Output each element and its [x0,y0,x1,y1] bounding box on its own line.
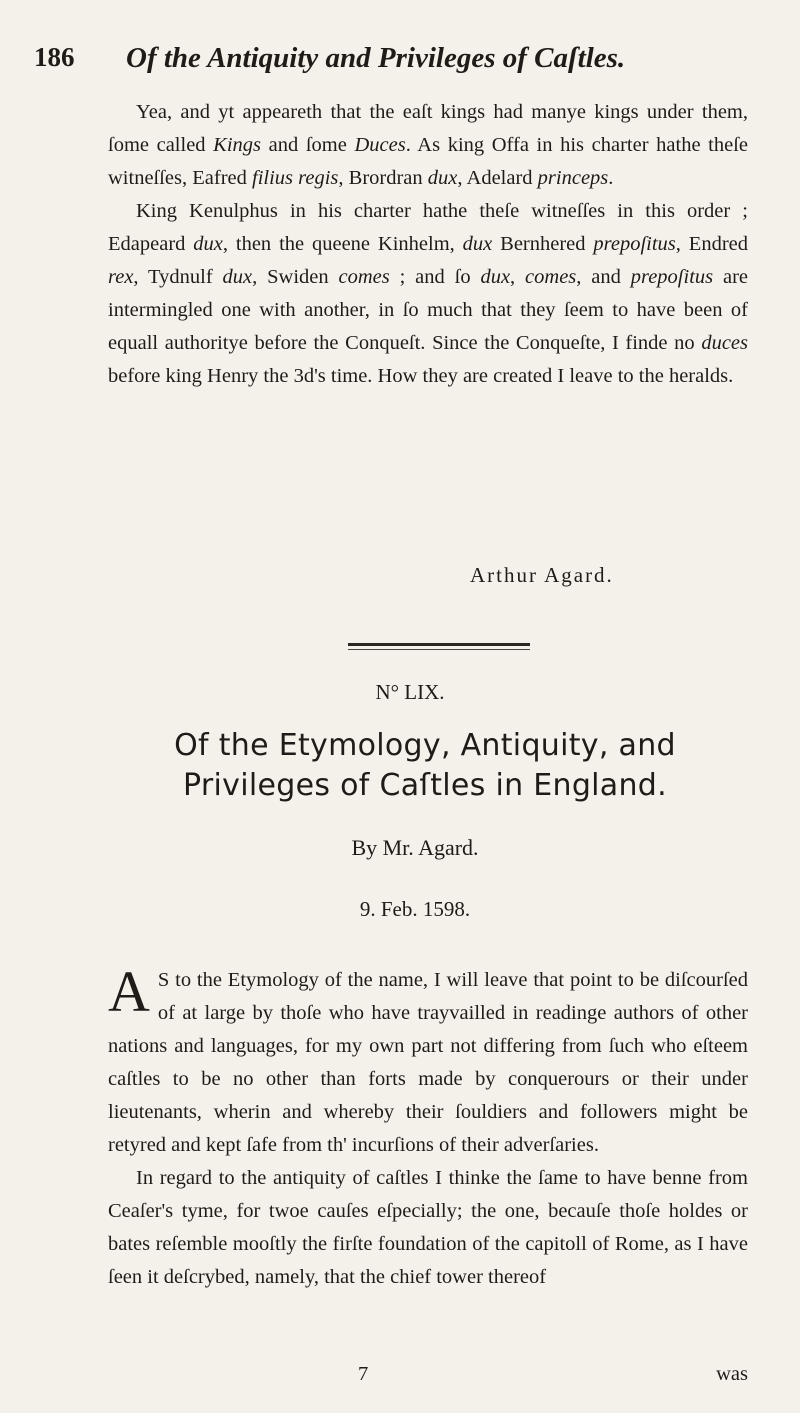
section-divider [348,643,530,646]
page-footer [108,1363,748,1393]
signature-mark: 7 [358,1363,369,1385]
text-block-bottom [108,959,748,1294]
paragraph-etymology: A S to the Etymology of the name, I will leave that point to be diſcourſed of at large by thoſe who have trayvailled in readinge authors of other nations and languages, for my own part not differing from ſuch who eſteem caſtles to be no other than forts made by conquerours or their under lieutenants, wherin and whereby their ſouldiers and followers might be retyred and kept ſafe from th' incurſions of their adverſaries. [108,959,748,1156]
drop-cap: A [108,959,150,1024]
section-title: Of the Etymology, Antiquity, and Privileges of Caſtles in England. [174,728,676,803]
paragraph-kenulphus: King Kenulphus in his charter hathe theſe witneſſes in this order ; Edapeard dux, then the queene Kinhelm, dux Bernhered prepoſitus, Endred rex, Tydnulf dux, Swiden comes ; and ſo dux, comes, and prepoſitus are intermingled one with another, in ſo much that they ſeem to have been of equall authoritye before the Conqueſt. Since the Conqueſte, I finde no duces before king Henry the 3d's time. How they are created I leave to the heralds. [108,200,749,387]
running-title: Of the Antiquity and Privileges of Caſtles. [126,42,626,74]
text-block-top [108,96,748,393]
author-signature: Arthur Agard. [470,563,614,587]
section-divider-thin [348,649,530,650]
paragraph-kings: Yea, and yt appeareth that the eaſt kings had manye kings under them, ſome called Kings and ſome Duces. As king Offa in his charter hathe theſe witneſſes, Eafred filius regis, Brordran dux, Adelard princeps. [108,101,748,189]
page-header [34,42,750,82]
section-date: 9. Feb. 1598. [359,897,471,921]
section-byline: By Mr. Agard. [351,835,479,860]
paragraph-antiquity: In regard to the antiquity of caſtles I thinke the ſame to have benne from Ceaſer's tyme, for twoe cauſes eſpecially; the one, becauſe thoſe holdes or bates reſemble mooſtly the firſte foundation of the capitoll of Rome, as I have ſeen it deſcrybed, namely, that the chief tower thereof [108,1167,748,1288]
catchword: was [716,1363,748,1385]
section-number: N° LIX. [375,680,445,704]
page-number: 186 [34,42,75,72]
